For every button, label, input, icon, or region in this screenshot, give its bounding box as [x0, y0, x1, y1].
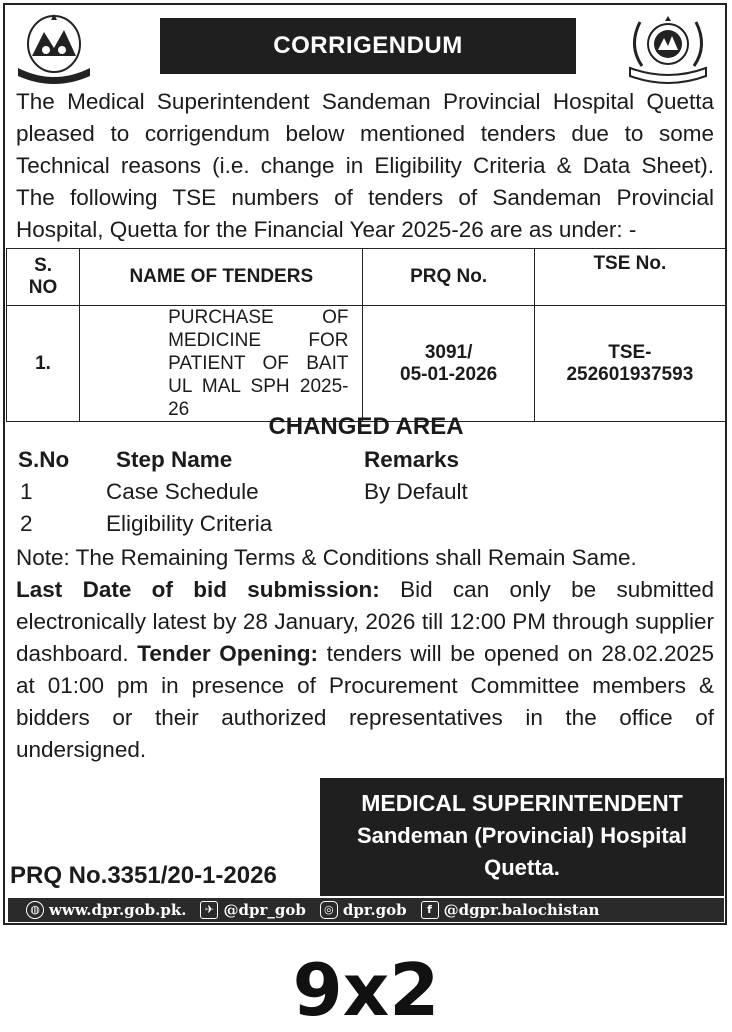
intro-line: Technical reasons (i.e. change in Eligibility Criteria & Data Sheet). — [16, 153, 714, 178]
table-row — [7, 306, 726, 422]
row-name-cell — [80, 306, 363, 422]
col-step-label: Step Name — [116, 447, 233, 472]
balochistan-emblem-icon — [12, 10, 96, 84]
footer-instagram[interactable] — [320, 901, 407, 919]
emblem-wreath-icon — [620, 10, 716, 84]
item-step: Case Schedule — [106, 479, 259, 504]
last-date-label: Last Date of bid submission: — [16, 577, 380, 602]
row-tse-line1: TSE- — [608, 341, 652, 363]
ad-size-label: 9x2 — [292, 948, 440, 1032]
item-sno: 2 — [20, 511, 33, 536]
col-remarks-label: Remarks — [364, 447, 460, 472]
prq-reference: PRQ No.3351/20-1-2026 — [10, 862, 277, 889]
intro-line: The following TSE numbers of tenders of Sandeman Provincial — [16, 185, 714, 210]
table-header-row — [7, 249, 726, 306]
note-text: Note: The Remaining Terms & Conditions shall Remain Same. — [16, 545, 637, 570]
footer-website-text: www.dpr.gob.pk. — [49, 901, 187, 919]
row-tse-line2: 252601937593 — [566, 363, 694, 385]
footer-facebook[interactable] — [421, 901, 600, 919]
tenders-table — [6, 248, 726, 422]
last-date-text: Bid can only be submitted electronically latest by 28 January, 2026 till 12:00 PM through supplier dashboard. — [16, 577, 714, 666]
header-sno — [7, 249, 80, 306]
opening-label: Tender Opening: — [137, 641, 318, 666]
intro-line: Hospital, Quetta for the Financial Year 2025-26 are as under: - — [16, 217, 637, 242]
row-prq-line1: 3091/ — [424, 341, 473, 363]
row-name: PURCHASE OF MEDICINE FOR PATIENT OF BAIT UL MAL SPH 2025-26 — [168, 307, 349, 420]
header-name: NAME OF TENDERS — [80, 249, 363, 306]
item-sno: 1 — [20, 479, 33, 504]
signature-city: Quetta. — [484, 855, 560, 880]
header-sno-line1: S. — [34, 255, 53, 276]
item-step: Eligibility Criteria — [106, 511, 273, 536]
submission-paragraph — [16, 574, 714, 766]
col-sno-label: S.No — [18, 447, 70, 472]
footer-website[interactable] — [26, 901, 186, 919]
row-tse — [534, 306, 725, 422]
globe-icon: ◍ — [26, 901, 44, 919]
footer-bar — [8, 898, 724, 922]
footer-twitter[interactable] — [200, 901, 305, 919]
instagram-icon: ◎ — [320, 901, 338, 919]
row-prq-line2: 05-01-2026 — [400, 363, 498, 385]
signature-block — [320, 778, 724, 896]
intro-line: pleased to corrigendum below mentioned tenders due to some — [16, 121, 714, 146]
notice-title: CORRIGENDUM — [160, 18, 576, 74]
footer-facebook-text: @dgpr.balochistan — [443, 901, 600, 919]
header-sno-line2: NO — [28, 277, 58, 298]
row-sno: 1. — [7, 306, 80, 422]
header-tse: TSE No. — [534, 249, 725, 306]
footer-instagram-text: dpr.gob — [342, 901, 407, 919]
twitter-icon: ✈ — [200, 901, 218, 919]
footer-twitter-text: @dpr_gob — [223, 901, 306, 919]
item-remarks: By Default — [364, 479, 468, 504]
signature-title: MEDICAL SUPERINTENDENT — [361, 790, 683, 816]
opening-text: tenders will be opened on 28.02.2025 at 01:00 pm in presence of Procurement Committee members & bidders or their authorized representatives in the office of undersigned. — [16, 641, 714, 762]
row-prq — [363, 306, 534, 422]
intro-paragraph — [16, 86, 714, 246]
signature-hospital: Sandeman (Provincial) Hospital — [356, 823, 688, 848]
intro-line: The Medical Superintendent Sandeman Provincial Hospital Quetta — [16, 89, 714, 114]
changed-area-heading: CHANGED AREA — [268, 413, 464, 440]
header-prq: PRQ No. — [363, 249, 534, 306]
facebook-icon: f — [421, 901, 439, 919]
